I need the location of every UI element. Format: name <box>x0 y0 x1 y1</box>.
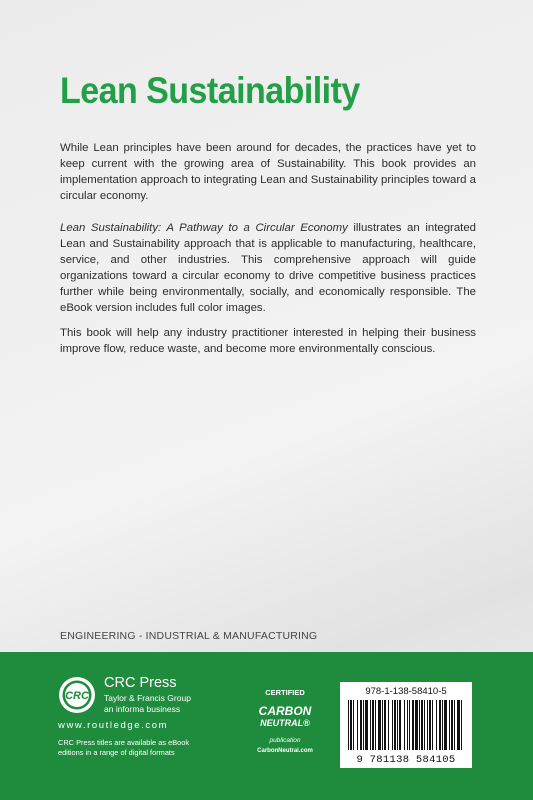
isbn-barcode <box>340 682 472 768</box>
publisher-business: an informa business <box>104 704 181 714</box>
barcode-bars <box>346 700 466 752</box>
book-title: Lean Sustainability <box>60 70 360 111</box>
description-paragraph-2-text: illustrates an integrated Lean and Sustainability approach that is applicable to manufacturing, healthcare, service, and other industries. This comprehensive approach will guide organizations toward a circular economy to drive competitive business practices further while being environmentally, socially, and economically responsible. The eBook version includes full color images. <box>60 222 476 314</box>
publisher-website: www.routledge.com <box>58 720 169 731</box>
ebook-note: CRC Press titles are available as eBook editions in a range of digital formats <box>58 738 190 757</box>
description-paragraph-1: While Lean principles have been around for decades, the practices have yet to keep current with the growing area of Sustainability. This book provides an implementation approach to integrating Lean and Sustainability principles toward a circular economy. <box>60 142 477 202</box>
crc-logo-text: CRC <box>65 690 89 702</box>
publisher-group: Taylor & Francis Group <box>104 693 191 703</box>
carbon-certified-text: CERTIFIED <box>265 688 305 697</box>
book-full-title: Lean Sustainability: A Pathway to a Circular Economy <box>60 222 348 234</box>
carbon-site-text: CarbonNeutral.com <box>257 748 313 754</box>
neutral-text: NEUTRAL® <box>260 718 310 728</box>
description-paragraph-2 <box>60 220 476 316</box>
carbon-publication-text: publication <box>269 737 301 744</box>
subject-category: ENGINEERING - INDUSTRIAL & MANUFACTURING <box>60 630 318 642</box>
isbn-bottom-text: 9 781138 584105 <box>356 754 456 766</box>
carbon-text: CARBON <box>258 704 312 718</box>
description-paragraph-3: This book will help any industry practitioner interested in helping their business improve flow, reduce waste, and become more environmentally conscious. <box>60 327 476 355</box>
crc-logo-icon <box>58 676 96 714</box>
publisher-name: CRC Press <box>104 675 177 691</box>
carbon-neutral-badge-icon <box>250 682 320 758</box>
isbn-top-text: 978-1-138-58410-5 <box>365 686 447 697</box>
